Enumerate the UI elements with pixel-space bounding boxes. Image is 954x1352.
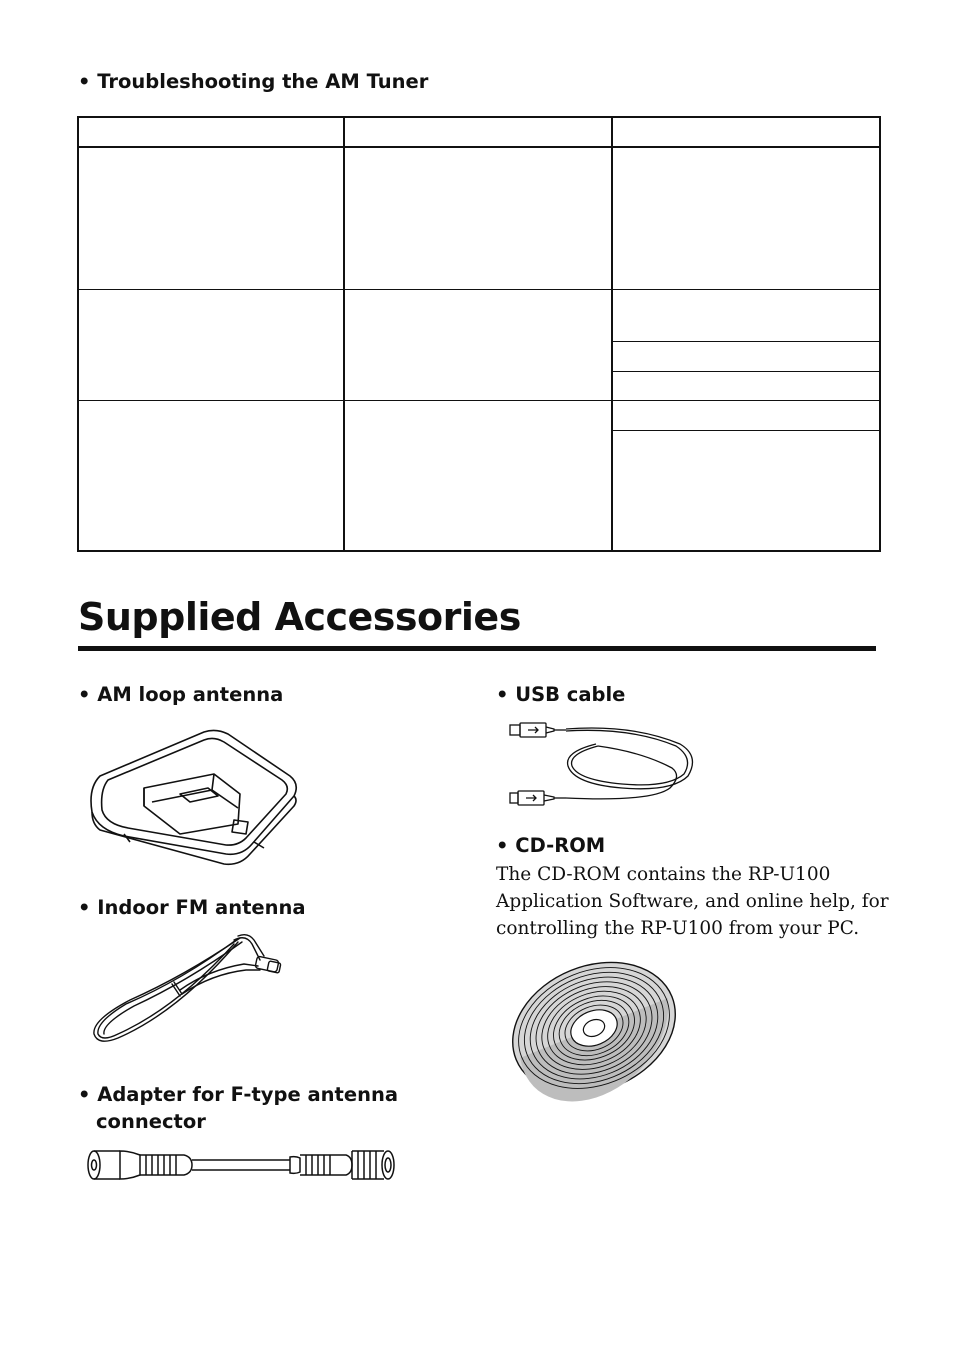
troubleshooting-heading: • Troubleshooting the AM Tuner	[78, 70, 429, 93]
table-subrow-divider	[612, 430, 879, 431]
table-header-rule	[77, 146, 879, 148]
title-rule	[78, 646, 876, 651]
cdrom-description-line: controlling the RP-U100 from your PC.	[496, 918, 860, 939]
table-row-divider	[77, 400, 879, 401]
cdrom-description	[496, 861, 896, 942]
cdrom-description-line: The CD-ROM contains the RP-U100	[496, 864, 831, 885]
table-subrow-divider	[612, 371, 879, 372]
table-subrow-divider	[612, 341, 879, 342]
cdrom-label: • CD-ROM	[496, 834, 606, 857]
am-loop-antenna-label: • AM loop antenna	[78, 683, 284, 706]
adapter-label-line2: connector	[96, 1110, 206, 1133]
indoor-fm-antenna-icon	[88, 930, 288, 1050]
page-title: Supplied Accessories	[78, 595, 521, 639]
table-column-divider	[343, 116, 345, 550]
adapter-label-line1: • Adapter for F-type antenna	[78, 1083, 398, 1106]
f-type-adapter-icon	[84, 1146, 402, 1184]
usb-cable-icon	[502, 718, 698, 808]
cdrom-description-line: Application Software, and online help, for	[496, 891, 889, 912]
table-border	[77, 116, 881, 552]
table-row-divider	[77, 289, 879, 290]
table-column-divider	[611, 116, 613, 550]
cd-rom-disc-icon	[506, 960, 682, 1096]
troubleshooting-table	[77, 116, 881, 552]
am-loop-antenna-icon	[84, 724, 306, 866]
indoor-fm-antenna-label: • Indoor FM antenna	[78, 896, 306, 919]
usb-cable-label: • USB cable	[496, 683, 626, 706]
